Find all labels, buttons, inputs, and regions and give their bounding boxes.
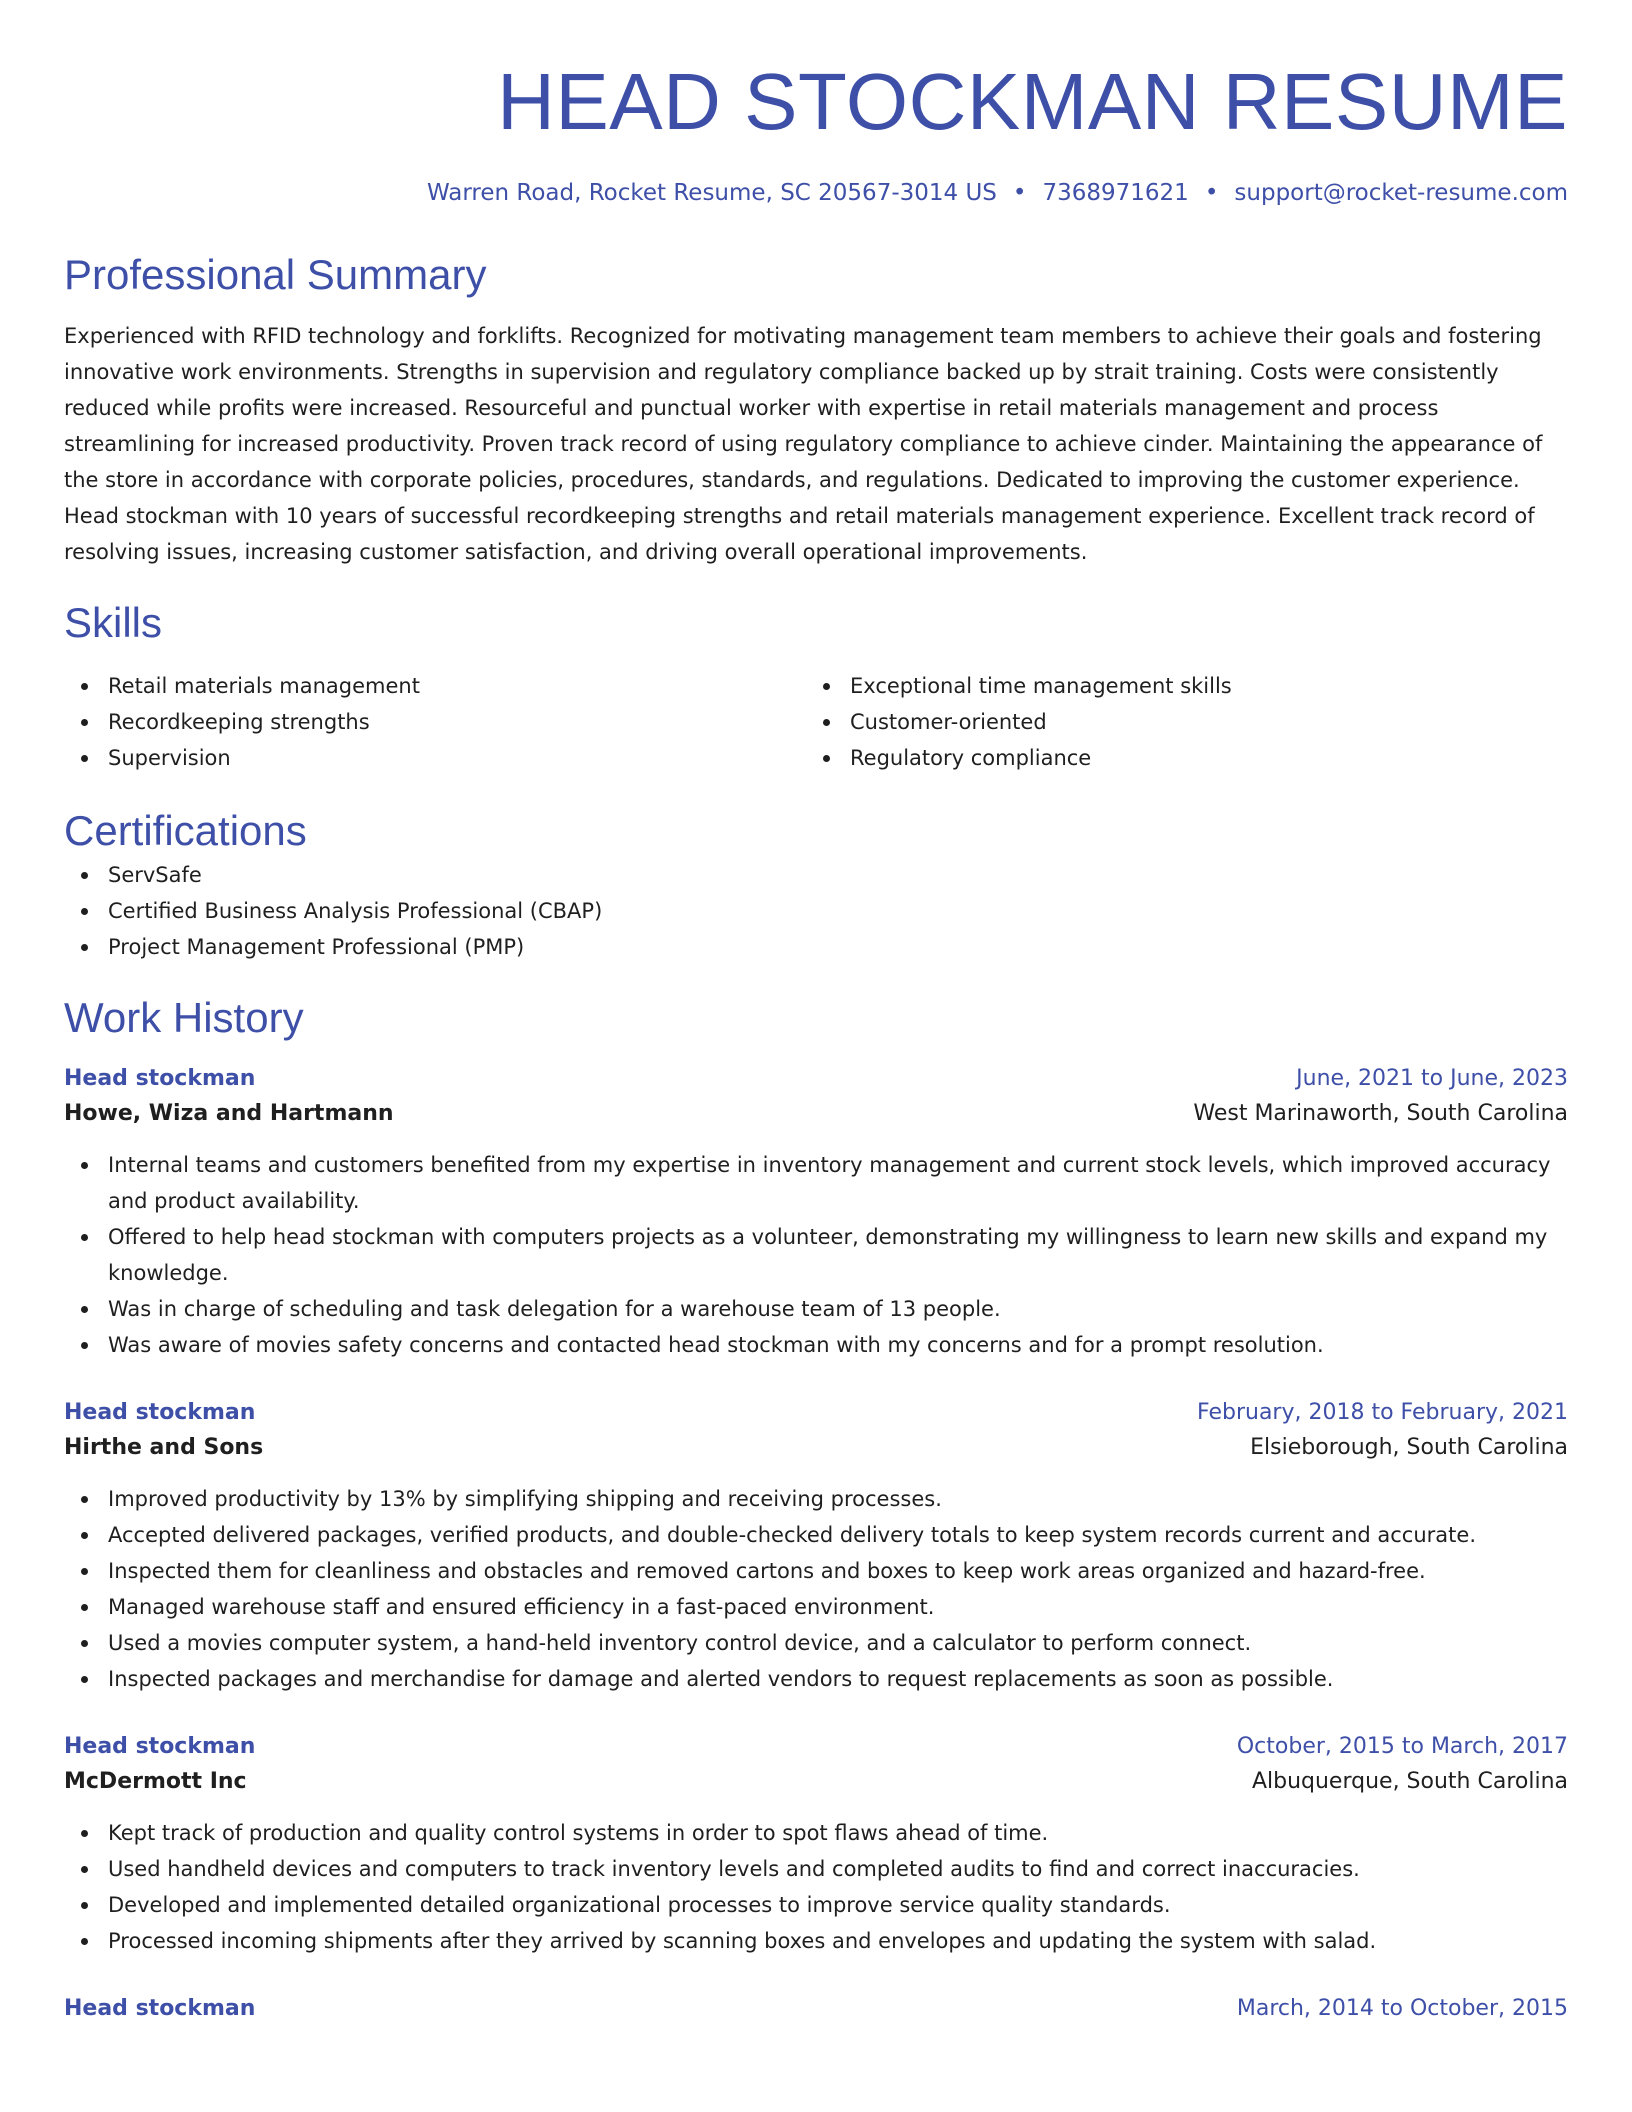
job-duties <box>64 1147 1568 1363</box>
job-duty-item: Improved productivity by 13% by simplifying shipping and receiving processes. <box>64 1481 1568 1517</box>
job-company: Howe, Wiza and Hartmann <box>64 1101 394 1127</box>
separator-dot: • <box>1204 180 1219 206</box>
job-duties <box>64 1481 1568 1697</box>
job-duty-item: Kept track of production and quality control systems in order to spot flaws ahead of time. <box>64 1815 1568 1851</box>
job-dates: June, 2021 to June, 2023 <box>1296 1066 1568 1092</box>
job-title: Head stockman <box>64 1734 256 1760</box>
job-duty-item: Offered to help head stockman with computers projects as a volunteer, demonstrating my willingness to learn new skills and expand my knowledge. <box>64 1219 1568 1291</box>
skills-column-left <box>64 668 806 776</box>
skill-item: Customer-oriented <box>806 704 1548 740</box>
job-duty-item: Used a movies computer system, a hand-held inventory control device, and a calculator to perform connect. <box>64 1625 1568 1661</box>
job-dates: March, 2014 to October, 2015 <box>1236 1996 1568 2022</box>
job-title: Head stockman <box>64 1996 256 2022</box>
certification-item: Certified Business Analysis Professional (CBAP) <box>64 893 1568 929</box>
certification-item: ServSafe <box>64 857 1568 893</box>
phone: 7368971621 <box>1042 180 1189 206</box>
job-title: Head stockman <box>64 1066 256 1092</box>
job-dates: October, 2015 to March, 2017 <box>1236 1734 1568 1760</box>
certifications-list <box>64 857 1568 965</box>
job-header <box>64 1731 1568 1763</box>
job-duty-item: Accepted delivered packages, verified products, and double-checked delivery totals to keep system records current and accurate. <box>64 1517 1568 1553</box>
job-header <box>64 1063 1568 1095</box>
section-heading-summary: Professional Summary <box>64 250 487 298</box>
job-header <box>64 1397 1568 1429</box>
job-company: Hirthe and Sons <box>64 1435 264 1461</box>
skill-item: Regulatory compliance <box>806 740 1548 776</box>
job-duty-item: Inspected packages and merchandise for damage and alerted vendors to request replacements as soon as possible. <box>64 1661 1568 1697</box>
resume-page <box>64 0 1568 2025</box>
job-company: McDermott Inc <box>64 1769 247 1795</box>
job-entry <box>64 1993 1568 2025</box>
job-entry <box>64 1063 1568 1363</box>
certification-item: Project Management Professional (PMP) <box>64 929 1568 965</box>
job-entry <box>64 1731 1568 1959</box>
job-duty-item: Managed warehouse staff and ensured efficiency in a fast-paced environment. <box>64 1589 1568 1625</box>
separator-dot: • <box>1012 180 1027 206</box>
job-subheader <box>64 1095 1568 1133</box>
job-location: West Marinaworth, South Carolina <box>1193 1101 1568 1127</box>
resume-title: HEAD STOCKMAN RESUME <box>497 57 1568 146</box>
job-title: Head stockman <box>64 1400 256 1426</box>
job-duty-item: Used handheld devices and computers to track inventory levels and completed audits to find and correct inaccuracies. <box>64 1851 1568 1887</box>
email-link[interactable]: support@rocket-resume.com <box>1234 180 1568 206</box>
job-subheader <box>64 1429 1568 1467</box>
skills-list <box>64 668 1568 776</box>
job-location: Albuquerque, South Carolina <box>1251 1769 1568 1795</box>
skill-item: Retail materials management <box>64 668 806 704</box>
section-heading-work-history: Work History <box>64 993 304 1041</box>
job-entry <box>64 1397 1568 1697</box>
job-dates: February, 2018 to February, 2021 <box>1197 1400 1568 1426</box>
contact-line <box>64 180 1568 208</box>
skill-item: Recordkeeping strengths <box>64 704 806 740</box>
skill-item: Supervision <box>64 740 806 776</box>
job-subheader <box>64 1763 1568 1801</box>
job-duty-item: Developed and implemented detailed organizational processes to improve service quality standards. <box>64 1887 1568 1923</box>
skill-item: Exceptional time management skills <box>806 668 1548 704</box>
section-heading-certifications: Certifications <box>64 807 307 855</box>
job-header <box>64 1993 1568 2025</box>
job-duty-item: Inspected them for cleanliness and obstacles and removed cartons and boxes to keep work areas organized and hazard-free. <box>64 1553 1568 1589</box>
address: Warren Road, Rocket Resume, SC 20567-3014 US <box>426 180 997 206</box>
job-duty-item: Was in charge of scheduling and task delegation for a warehouse team of 13 people. <box>64 1291 1568 1327</box>
job-duty-item: Internal teams and customers benefited from my expertise in inventory management and current stock levels, which improved accuracy and product availability. <box>64 1147 1568 1219</box>
job-location: Elsieborough, South Carolina <box>1250 1435 1568 1461</box>
summary-text: Experienced with RFID technology and forklifts. Recognized for motivating management team members to achieve their goals and fostering innovative work environments. Strengths in supervision and regulatory compliance backed up by strait training. Costs were consistently reduced while profits were increased. Resourceful and punctual worker with expertise in retail materials management and process streamlining for increased productivity. Proven track record of using regulatory compliance to achieve cinder. Maintaining the appearance of the store in accordance with corporate policies, procedures, standards, and regulations. Dedicated to improving the customer experience. Head stockman with 10 years of successful recordkeeping strengths and retail materials management experience. Excellent track record of resolving issues, increasing customer satisfaction, and driving overall operational improvements. <box>64 323 1543 564</box>
skills-column-right <box>806 668 1548 776</box>
job-duties <box>64 1815 1568 1959</box>
section-heading-skills: Skills <box>64 598 163 646</box>
job-duty-item: Was aware of movies safety concerns and contacted head stockman with my concerns and for a prompt resolution. <box>64 1327 1568 1363</box>
job-duty-item: Processed incoming shipments after they arrived by scanning boxes and envelopes and updating the system with salad. <box>64 1923 1568 1959</box>
